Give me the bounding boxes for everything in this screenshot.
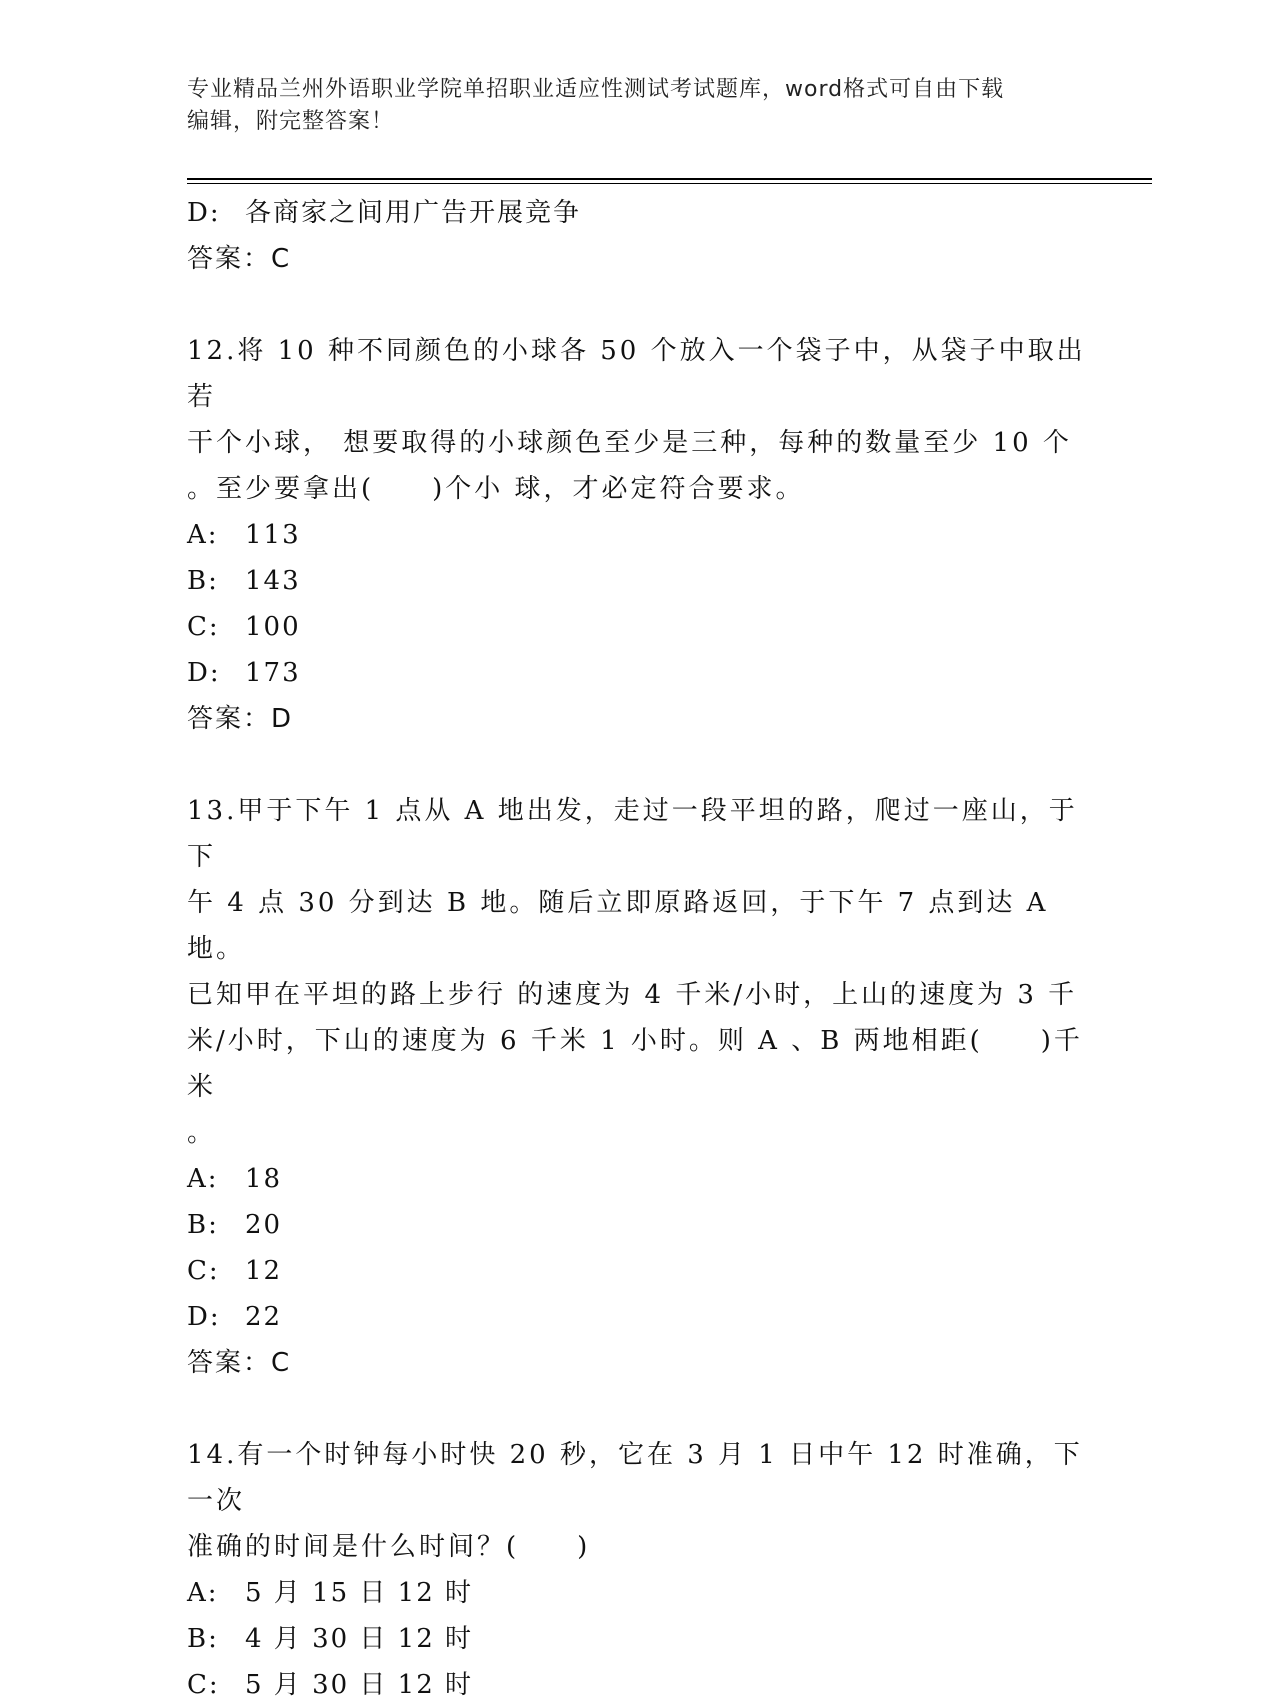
question-14 bbox=[187, 1432, 1087, 1708]
question-text-line: 米/小时，下山的速度为 6 千米 1 小时。则 A 、B 两地相距( )千米 bbox=[187, 1026, 1083, 1102]
option-key: C: bbox=[187, 1670, 220, 1700]
option-text: 22 bbox=[245, 1302, 283, 1332]
question-text-line: 14.有一个时钟每小时快 20 秒，它在 3 月 1 日中午 12 时准确，下一次 bbox=[187, 1440, 1083, 1516]
option-key: C: bbox=[187, 612, 220, 642]
option-b bbox=[187, 1202, 1087, 1248]
option-text: 113 bbox=[245, 520, 301, 550]
option-a bbox=[187, 1156, 1087, 1202]
option-key: D: bbox=[187, 1302, 221, 1332]
answer: 答案：D bbox=[187, 704, 294, 734]
option-b bbox=[187, 558, 1087, 604]
header-line-2: 编辑，附完整答案！ bbox=[187, 109, 395, 134]
question-text-line: 。至少要拿出( )个小 球，才必定符合要求。 bbox=[187, 474, 805, 504]
option-text: 18 bbox=[245, 1164, 283, 1194]
header-line-1: 专业精品兰州外语职业学院单招职业适应性测试考试题库，word格式可自由下载 bbox=[187, 77, 1005, 102]
option-key: B: bbox=[187, 566, 219, 596]
option-text: 143 bbox=[245, 566, 301, 596]
option-text: 100 bbox=[245, 612, 301, 642]
option-d bbox=[187, 1294, 1087, 1340]
option-key: A: bbox=[187, 1578, 219, 1608]
option-key: B: bbox=[187, 1624, 219, 1654]
page-header bbox=[187, 74, 1087, 138]
header-rule-thin bbox=[187, 183, 1152, 184]
option-key: A: bbox=[187, 520, 219, 550]
option-key: C: bbox=[187, 1256, 220, 1286]
option-d bbox=[187, 190, 1087, 236]
option-c bbox=[187, 1662, 1087, 1708]
question-text-line: 已知甲在平坦的路上步行 的速度为 4 千米/小时，上山的速度为 3 千 bbox=[187, 980, 1078, 1010]
spacer bbox=[187, 742, 1087, 788]
question-text-line: 13.甲于下午 1 点从 A 地出发，走过一段平坦的路，爬过一座山，于下 bbox=[187, 796, 1078, 872]
question-12 bbox=[187, 328, 1087, 742]
option-text: 5 月 30 日 12 时 bbox=[245, 1670, 474, 1700]
option-text: 20 bbox=[245, 1210, 283, 1240]
header-rule-thick bbox=[187, 178, 1152, 180]
question-text-line: 准确的时间是什么时间？( ) bbox=[187, 1532, 591, 1562]
option-text: 4 月 30 日 12 时 bbox=[245, 1624, 474, 1654]
option-a bbox=[187, 1570, 1087, 1616]
question-text-line: 12.将 10 种不同颜色的小球各 50 个放入一个袋子中，从袋子中取出若 bbox=[187, 336, 1086, 412]
option-key: D: bbox=[187, 198, 221, 228]
option-text: 5 月 15 日 12 时 bbox=[245, 1578, 474, 1608]
option-key: A: bbox=[187, 1164, 219, 1194]
option-c bbox=[187, 1248, 1087, 1294]
option-d bbox=[187, 650, 1087, 696]
option-text: 各商家之间用广告开展竞争 bbox=[245, 198, 582, 228]
question-text-line: 。 bbox=[187, 1118, 217, 1148]
spacer bbox=[187, 282, 1087, 328]
spacer bbox=[187, 1386, 1087, 1432]
option-key: D: bbox=[187, 658, 221, 688]
option-text: 12 bbox=[245, 1256, 283, 1286]
question-11 bbox=[187, 190, 1087, 282]
option-b bbox=[187, 1616, 1087, 1662]
question-13 bbox=[187, 788, 1087, 1386]
option-key: B: bbox=[187, 1210, 219, 1240]
question-text-line: 午 4 点 30 分到达 B 地。随后立即原路返回，于下午 7 点到达 A 地。 bbox=[187, 888, 1060, 964]
option-a bbox=[187, 512, 1087, 558]
option-text: 173 bbox=[245, 658, 301, 688]
answer: 答案：C bbox=[187, 1348, 292, 1378]
option-c bbox=[187, 604, 1087, 650]
answer: 答案：C bbox=[187, 244, 292, 274]
question-text-line: 干个小球， 想要取得的小球颜色至少是三种，每种的数量至少 10 个 bbox=[187, 428, 1072, 458]
document-body bbox=[187, 190, 1087, 1708]
